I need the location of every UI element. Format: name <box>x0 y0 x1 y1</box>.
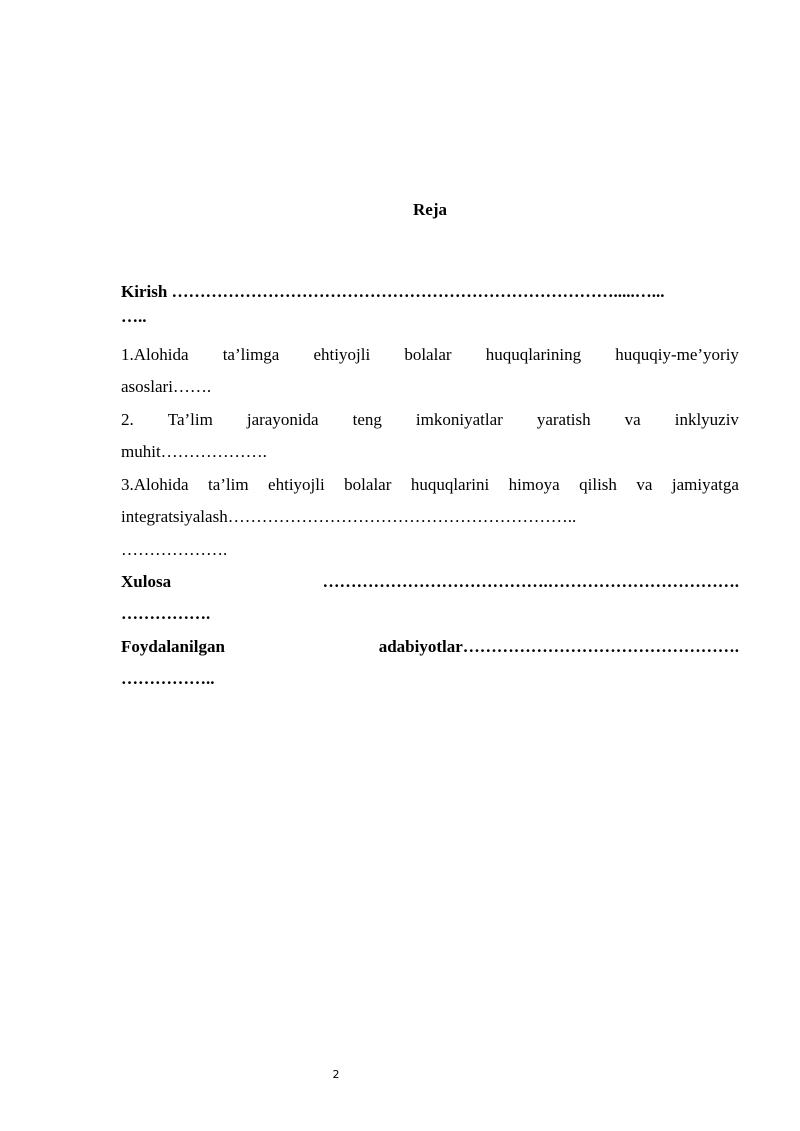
toc-item-3-word: 3.Alohida <box>121 475 189 494</box>
toc-item-1-word: ehtiyojli <box>313 345 371 364</box>
page-number: 2 <box>332 1068 340 1081</box>
page-title: Reja <box>413 200 447 219</box>
toc-foydalanilgan-line <box>121 637 739 657</box>
toc-item-3-word: himoya <box>508 475 560 494</box>
toc-foydalanilgan-line-continued: …………….. <box>121 669 215 688</box>
toc-item-3-word: bolalar <box>344 475 392 494</box>
toc-item-3-word: ta’lim <box>207 475 249 494</box>
toc-item-3-word: huquqlarini <box>410 475 490 494</box>
toc-item-2-word: yaratish <box>536 410 591 429</box>
toc-item-1-word: huquqlarining <box>485 345 582 364</box>
toc-item-1-word: 1.Alohida <box>121 345 189 364</box>
toc-xulosa-label: Xulosa <box>121 572 172 591</box>
toc-foydalanilgan-text: adabiyotlar…………………………………………. <box>378 637 739 656</box>
toc-item-2-word: va <box>624 410 641 429</box>
toc-xulosa-line-continued: ……………. <box>121 604 211 623</box>
toc-item-1-word: huquqiy-me’yoriy <box>615 345 739 364</box>
toc-xulosa-line <box>121 572 739 592</box>
toc-item-2-line-continued: muhit………………. <box>121 442 267 461</box>
toc-item-1-line <box>121 345 739 365</box>
toc-item-3-word: jamiyatga <box>671 475 739 494</box>
toc-xulosa-dots: ………………………………….……………………………. <box>322 572 739 591</box>
toc-foydalanilgan-label: Foydalanilgan <box>121 637 225 656</box>
toc-item-3-word: va <box>636 475 653 494</box>
toc-item-2-word: Ta’lim <box>167 410 213 429</box>
toc-kirish-line-continued: ….. <box>121 307 147 326</box>
toc-item-3-line-dots: ………………. <box>121 540 228 559</box>
toc-item-2-word: 2. <box>121 410 134 429</box>
toc-item-2-word: inklyuziv <box>674 410 739 429</box>
toc-item-3-line-continued: integratsiyalash…………………………………………………….. <box>121 507 577 526</box>
toc-item-2-word: jarayonida <box>246 410 319 429</box>
toc-item-3-word: ehtiyojli <box>268 475 325 494</box>
toc-kirish-line: Kirish …………………………………………………………………….....…... <box>121 282 665 301</box>
toc-item-1-word: ta’limga <box>222 345 280 364</box>
toc-item-1-line-continued: asoslari……. <box>121 377 212 396</box>
toc-item-3-word: qilish <box>579 475 617 494</box>
toc-item-1-word: bolalar <box>404 345 452 364</box>
toc-item-2-line <box>121 410 739 430</box>
toc-item-2-word: imkoniyatlar <box>415 410 503 429</box>
toc-item-3-line <box>121 475 739 495</box>
toc-item-2-word: teng <box>352 410 382 429</box>
